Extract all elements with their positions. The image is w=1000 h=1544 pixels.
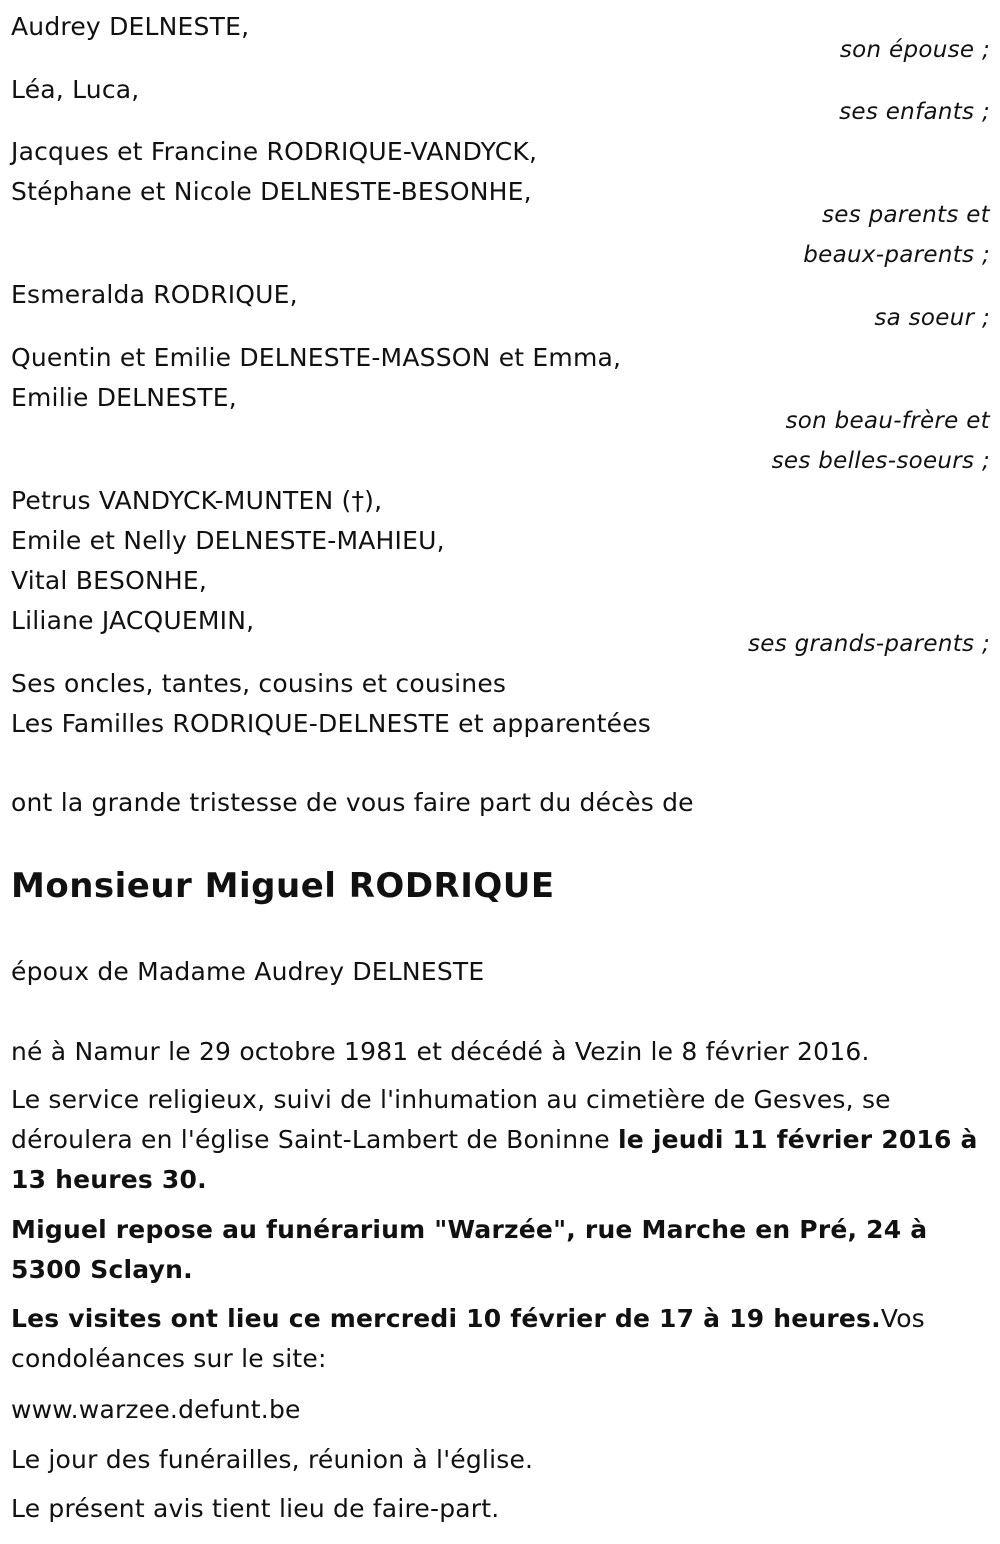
notice-line: Le présent avis tient lieu de faire-part. [11,1494,500,1523]
extended-family-line: Les Familles RODRIQUE-DELNESTE et apparentées [11,709,652,738]
family-relation: son épouse ; [839,37,990,63]
meeting-line: Le jour des funérailles, réunion à l'église. [11,1445,534,1474]
family-name-line: Emile et Nelly DELNESTE-MAHIEU, [11,526,445,555]
service-text: Le service religieux, suivi de l'inhumation au cimetière de Gesves, se déroulera en l'église Saint-Lambert de Boninne [11,1085,891,1154]
family-relation: ses parents et [822,202,990,228]
family-name-line: Audrey DELNESTE, [11,12,250,41]
visits-paragraph [11,1299,989,1379]
service-paragraph [11,1080,989,1200]
family-relation: ses grands-parents ; [748,631,990,657]
birth-death-line: né à Namur le 29 octobre 1981 et décédé à Vezin le 8 février 2016. [11,1037,870,1066]
family-name-line: Quentin et Emilie DELNESTE-MASSON et Emma, [11,343,622,372]
announcement-text: ont la grande tristesse de vous faire part du décès de [11,788,694,817]
family-name-line: Jacques et Francine RODRIQUE-VANDYCK, [11,137,538,166]
family-name-line: Petrus VANDYCK-MUNTEN (†), [11,486,383,515]
extended-family-line: Ses oncles, tantes, cousins et cousines [11,669,507,698]
family-name-line: Emilie DELNESTE, [11,383,237,412]
family-name-line: Liliane JACQUEMIN, [11,606,255,635]
deceased-name: Monsieur Miguel RODRIQUE [11,866,555,906]
visits-condolences: Vos condoléances sur le site: [11,1304,925,1373]
family-relation: ses belles-soeurs ; [771,448,990,474]
family-relation: sa soeur ; [874,305,990,331]
spouse-line: époux de Madame Audrey DELNESTE [11,957,485,986]
family-name-line: Stéphane et Nicole DELNESTE-BESONHE, [11,177,532,206]
website-link[interactable]: www.warzee.defunt.be [11,1395,301,1424]
family-name-line: Esmeralda RODRIQUE, [11,280,298,309]
family-relation: ses enfants ; [839,99,990,125]
family-name-line: Vital BESONHE, [11,566,208,595]
visits-hours: Les visites ont lieu ce mercredi 10 février de 17 à 19 heures. [11,1304,881,1333]
service-datetime: le jeudi 11 février 2016 à 13 heures 30. [11,1125,978,1194]
family-name-line: Léa, Luca, [11,75,140,104]
family-relation: beaux-parents ; [803,242,990,268]
family-relation: son beau-frère et [785,408,990,434]
funerarium-paragraph: Miguel repose au funérarium "Warzée", rue Marche en Pré, 24 à 5300 Sclayn. [11,1215,928,1284]
